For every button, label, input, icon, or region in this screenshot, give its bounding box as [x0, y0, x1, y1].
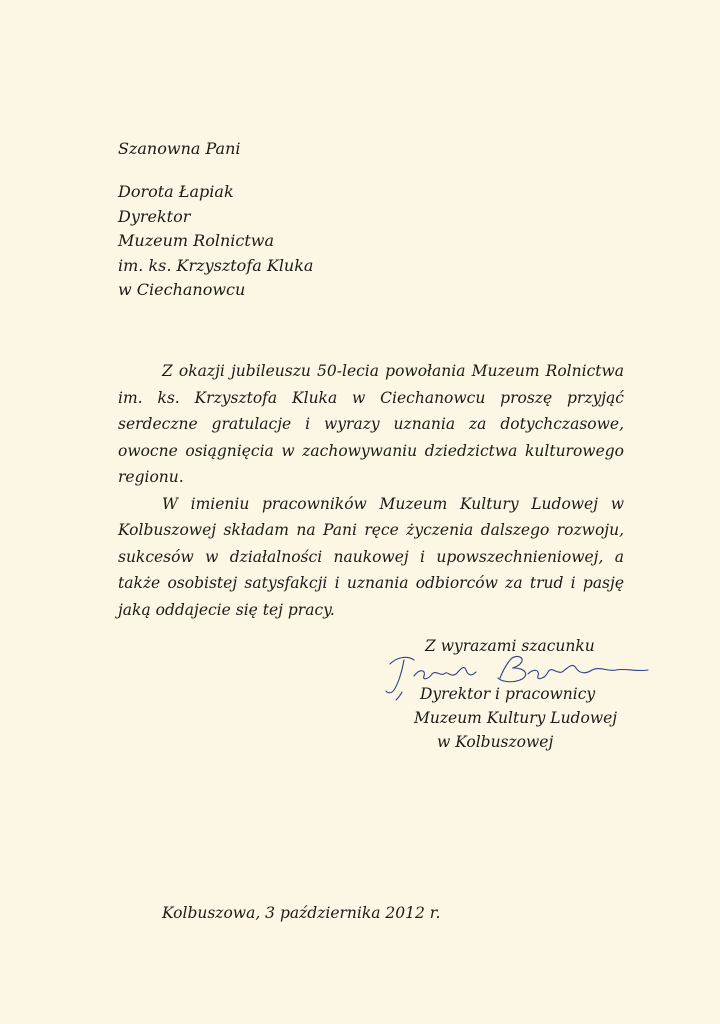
signatory-institution: Muzeum Kultury Ludowej [414, 709, 618, 727]
closing-phrase: Z wyrazami szacunku [425, 637, 595, 655]
signatory-role: Dyrektor i pracownicy [420, 685, 596, 703]
salutation: Szanowna Pani [118, 139, 241, 158]
recipient-city: w Ciechanowcu [118, 280, 246, 299]
recipient-block [118, 180, 313, 303]
recipient-institution: Muzeum Rolnictwa [118, 231, 274, 250]
body-paragraph-congratulations: Z okazji jubileuszu 50-lecia powołania Muzeum Rolnictwa im. ks. Krzysztofa Kluka w Ciechanowcu proszę przyjąć serdeczne gratulacje i wyrazy uznania za dotychczasowe, owocne osiągnięcia w zachowywaniu dziedzictwa kulturowego regionu. [118, 362, 624, 486]
body-paragraph-wishes: W imieniu pracowników Muzeum Kultury Ludowej w Kolbuszowej składam na Pani ręce życzenia dalszego rozwoju, sukcesów w działalności naukowej i upowszechnieniowej, a także osobistej satysfakcji i uznania odbiorców za trud i pasję jaką oddajecie się tej pracy. [118, 494, 624, 619]
signatory-city: w Kolbuszowej [437, 733, 554, 751]
signature-stroke-initial [386, 657, 414, 692]
signature-stroke-descender [396, 692, 402, 700]
recipient-title: Dyrektor [118, 206, 191, 226]
signature-stroke-firstname [414, 667, 476, 678]
letter-body [118, 358, 624, 623]
place-and-date: Kolbuszowa, 3 października 2012 r. [162, 904, 441, 922]
recipient-name: Dorota Łapiak [118, 182, 234, 201]
recipient-institution-patron: im. ks. Krzysztofa Kluka [118, 255, 314, 275]
signature-stroke-surname-initial [498, 656, 526, 681]
signature-stroke-surname [528, 665, 648, 678]
